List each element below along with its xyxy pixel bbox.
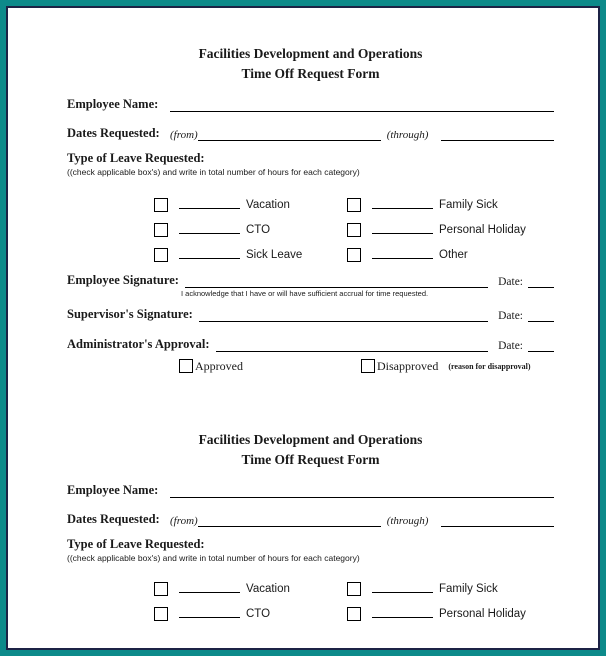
dates-requested-label: Dates Requested: [67, 512, 160, 526]
dates-requested-row [67, 125, 554, 141]
leave-row [154, 576, 554, 601]
date-label: Date: [498, 310, 523, 322]
dates-from-line[interactable] [198, 127, 381, 141]
leave-grid [154, 192, 554, 267]
other-label: Other [439, 248, 468, 261]
approved-checkbox[interactable] [179, 359, 193, 373]
dates-from-line[interactable] [198, 513, 381, 527]
vacation-label: Vacation [246, 198, 290, 211]
employee-name-line[interactable] [170, 98, 554, 112]
other-hours-line[interactable] [372, 245, 433, 259]
approved-cell [179, 359, 361, 374]
accrual-acknowledgement-note: I acknowledge that I have or will have sufficient accrual for time requested. [181, 289, 429, 298]
cto-checkbox[interactable] [154, 223, 168, 237]
disapproved-label: Disapproved [377, 358, 439, 373]
vacation-label: Vacation [246, 582, 290, 595]
form-copy-2 [67, 430, 554, 626]
from-label: (from) [170, 515, 198, 527]
date-label: Date: [498, 276, 523, 288]
vacation-hours-line[interactable] [179, 195, 240, 209]
approved-label: Approved [195, 358, 243, 373]
form-sheet [6, 6, 600, 650]
sick-leave-checkbox[interactable] [154, 248, 168, 262]
leave-section-label: Type of Leave Requested: [67, 151, 205, 165]
leave-cell-cto [154, 223, 347, 237]
leave-cell-other [347, 248, 468, 262]
administrator-approval-row [67, 336, 554, 352]
dates-through-line[interactable] [441, 127, 554, 141]
leave-cell-cto [154, 607, 347, 621]
cto-hours-line[interactable] [179, 220, 240, 234]
leave-grid [154, 576, 554, 626]
family-sick-hours-line[interactable] [372, 195, 433, 209]
form-title-line1: Facilities Development and Operations [198, 46, 423, 61]
leave-row [154, 601, 554, 626]
leave-section-label: Type of Leave Requested: [67, 537, 205, 551]
supervisor-signature-date-line[interactable] [528, 308, 554, 322]
family-sick-label: Family Sick [439, 582, 498, 595]
through-label: (through) [386, 515, 429, 527]
dates-requested-label: Dates Requested: [67, 126, 160, 140]
leave-section-note: ((check applicable box's) and write in total number of hours for each category) [67, 553, 360, 563]
through-label: (through) [386, 129, 429, 141]
approval-decision-row [179, 358, 554, 374]
employee-name-label: Employee Name: [67, 483, 159, 497]
form-title-line2: Time Off Request Form [241, 452, 380, 467]
sick-leave-hours-line[interactable] [179, 245, 240, 259]
employee-signature-row [67, 272, 554, 288]
leave-cell-personal-holiday [347, 223, 526, 237]
disapproved-cell [361, 359, 531, 374]
leave-section-note: ((check applicable box's) and write in total number of hours for each category) [67, 167, 360, 177]
personal-holiday-hours-line[interactable] [372, 604, 433, 618]
form-title [67, 44, 554, 84]
supervisor-signature-row [67, 306, 554, 322]
personal-holiday-hours-line[interactable] [372, 220, 433, 234]
form-copy-1 [67, 44, 554, 374]
administrator-approval-line[interactable] [216, 338, 489, 352]
vacation-hours-line[interactable] [179, 579, 240, 593]
employee-signature-line[interactable] [185, 274, 488, 288]
employee-name-row [67, 96, 554, 112]
personal-holiday-checkbox[interactable] [347, 223, 361, 237]
dates-through-line[interactable] [441, 513, 554, 527]
employee-signature-date-line[interactable] [528, 274, 554, 288]
family-sick-checkbox[interactable] [347, 582, 361, 596]
family-sick-label: Family Sick [439, 198, 498, 211]
other-checkbox[interactable] [347, 248, 361, 262]
family-sick-checkbox[interactable] [347, 198, 361, 212]
form-title-line1: Facilities Development and Operations [198, 432, 423, 447]
family-sick-hours-line[interactable] [372, 579, 433, 593]
administrator-approval-date-line[interactable] [528, 338, 554, 352]
leave-cell-vacation [154, 198, 347, 212]
administrator-approval-label: Administrator's Approval: [67, 337, 210, 351]
vacation-checkbox[interactable] [154, 198, 168, 212]
supervisor-signature-label: Supervisor's Signature: [67, 307, 193, 321]
cto-label: CTO [246, 223, 271, 236]
employee-signature-label: Employee Signature: [67, 273, 179, 287]
leave-row [154, 217, 554, 242]
form-title-line2: Time Off Request Form [241, 66, 380, 81]
from-label: (from) [170, 129, 198, 141]
leave-cell-family-sick [347, 198, 498, 212]
leave-cell-family-sick [347, 582, 498, 596]
cto-hours-line[interactable] [179, 604, 240, 618]
employee-name-label: Employee Name: [67, 97, 159, 111]
employee-name-row [67, 482, 554, 498]
sick-leave-label: Sick Leave [246, 248, 303, 261]
leave-row [154, 242, 554, 267]
disapproval-reason-note: (reason for disapproval) [448, 361, 531, 371]
vacation-checkbox[interactable] [154, 582, 168, 596]
leave-row [154, 192, 554, 217]
employee-name-line[interactable] [170, 484, 554, 498]
form-title [67, 430, 554, 470]
disapproved-checkbox[interactable] [361, 359, 375, 373]
cto-checkbox[interactable] [154, 607, 168, 621]
personal-holiday-label: Personal Holiday [439, 607, 526, 620]
cto-label: CTO [246, 607, 271, 620]
leave-cell-sick-leave [154, 248, 347, 262]
date-label: Date: [498, 340, 523, 352]
leave-cell-vacation [154, 582, 347, 596]
supervisor-signature-line[interactable] [199, 308, 488, 322]
personal-holiday-checkbox[interactable] [347, 607, 361, 621]
personal-holiday-label: Personal Holiday [439, 223, 526, 236]
leave-cell-personal-holiday [347, 607, 526, 621]
dates-requested-row [67, 511, 554, 527]
